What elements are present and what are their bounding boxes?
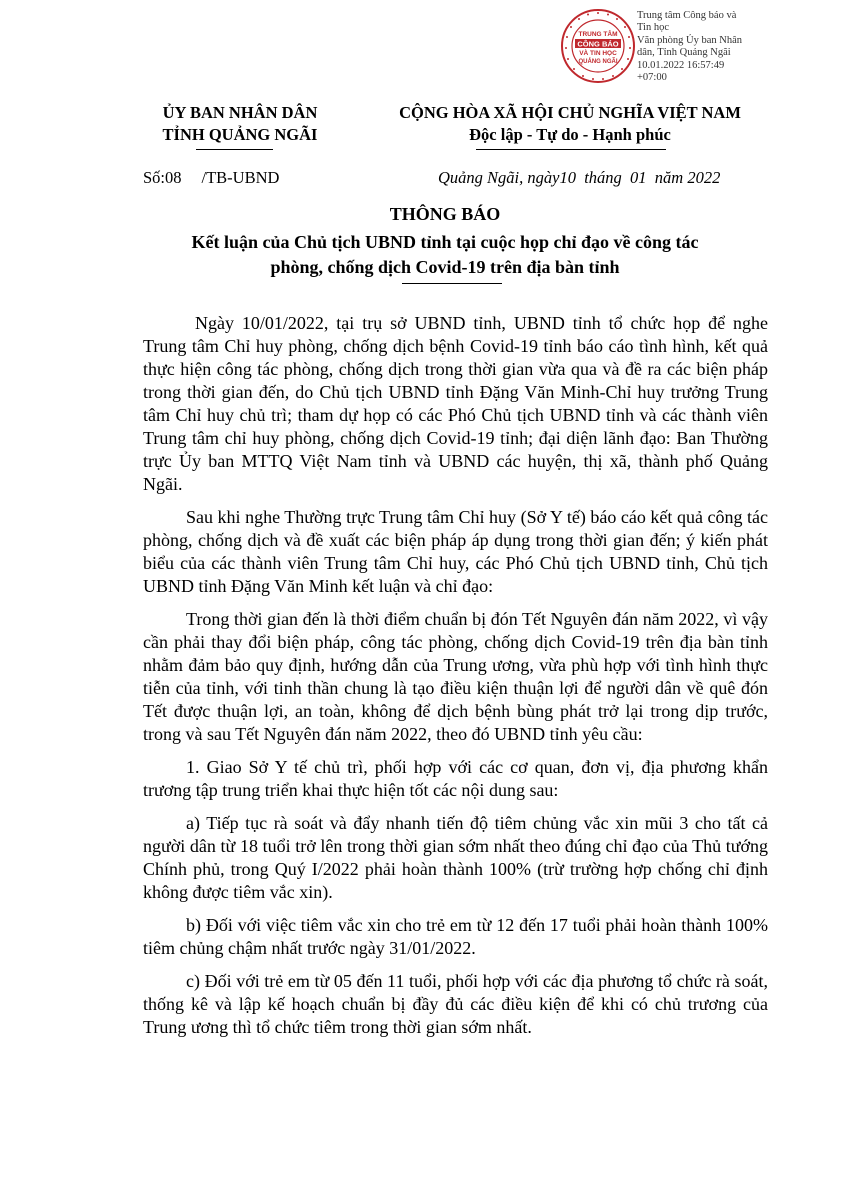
issuing-agency bbox=[135, 102, 345, 146]
body-paragraph: 1. Giao Sở Y tế chủ trì, phối hợp với các cơ quan, đơn vị, địa phương khẩn trương tập trung triển khai thực hiện tốt các nội dung sau: bbox=[143, 757, 768, 800]
document-subtitle bbox=[150, 230, 740, 280]
signature-line: dân, Tỉnh Quảng Ngãi bbox=[637, 47, 731, 59]
national-header bbox=[340, 102, 800, 146]
title-underline bbox=[402, 283, 502, 284]
document-body bbox=[143, 312, 768, 1049]
document-number bbox=[143, 168, 279, 188]
nation-name: CỘNG HÒA XÃ HỘI CHỦ NGHĨA VIỆT NAM bbox=[399, 103, 741, 122]
digital-signature-info bbox=[637, 10, 757, 84]
doc-reference: /TB-UBND bbox=[201, 168, 280, 187]
signature-timestamp: 10.01.2022 16:57:49 bbox=[637, 59, 725, 71]
doc-number: Số:08 bbox=[143, 168, 182, 187]
signature-line: Trung tâm Công báo và bbox=[637, 10, 737, 21]
svg-text:QUẢNG NGÃI: QUẢNG NGÃI bbox=[578, 59, 618, 65]
body-paragraph: Sau khi nghe Thường trực Trung tâm Chỉ huy (Sở Y tế) báo cáo kết quả công tác phòng, chống dịch và đề xuất các biện pháp áp dụng trong thời gian đến; ý kiến phát biểu của các thành viên Trung tâm Chỉ huy, các Phó Chủ tịch UBND tỉnh, Chủ tịch UBND tỉnh Đặng Văn Minh kết luận và chỉ đạo: bbox=[143, 507, 768, 596]
svg-text:CÔNG BÁO: CÔNG BÁO bbox=[577, 39, 619, 49]
body-paragraph: Ngày 10/01/2022, tại trụ sở UBND tỉnh, UBND tỉnh tổ chức họp để nghe Trung tâm Chỉ huy phòng, chống dịch bệnh Covid-19 tỉnh báo cáo tình hình, kết quả thực hiện công tác phòng, chống dịch trong thời gian vừa qua và đề ra các biện pháp trong thời gian đến, do Chủ tịch UBND tỉnh Đặng Văn Minh-Chỉ huy trưởng Trung tâm Chỉ huy chủ trì; tham dự họp có các Phó Chủ tịch UBND tỉnh và các thành viên Trung tâm chỉ huy phòng, chống dịch Covid-19 tỉnh; đại diện lãnh đạo: Ban Thường trực Ủy ban MTTQ Việt Nam tỉnh và UBND các huyện, thị xã, thành phố Quảng Ngãi. bbox=[143, 313, 768, 494]
body-paragraph: c) Đối với trẻ em từ 05 đến 11 tuổi, phối hợp với các địa phương tổ chức rà soát, thống kê và lập kế hoạch chuẩn bị đầy đủ các điều kiện để khi có chủ trương của Trung ương thì tổ chức tiêm trong thời gian sớm nhất. bbox=[143, 971, 768, 1037]
svg-text:TRUNG TÂM: TRUNG TÂM bbox=[578, 31, 618, 38]
agency-name: ỦY BAN NHÂN DÂN bbox=[162, 103, 318, 122]
document-date: Quảng Ngãi, ngày10 tháng 01 năm 2022 bbox=[438, 168, 721, 187]
digital-signature-seal bbox=[560, 8, 636, 84]
body-paragraph: b) Đối với việc tiêm vắc xin cho trẻ em từ 12 đến 17 tuổi phải hoàn thành 100% tiêm chủng chậm nhất trước ngày 31/01/2022. bbox=[143, 915, 768, 958]
agency-underline bbox=[196, 149, 273, 150]
svg-text:VÀ TIN HỌC: VÀ TIN HỌC bbox=[579, 50, 617, 57]
subtitle-line: phòng, chống dịch Covid-19 trên địa bàn tỉnh bbox=[270, 257, 620, 277]
body-paragraph: Trong thời gian đến là thời điểm chuẩn bị đón Tết Nguyên đán năm 2022, vì vậy cần phải thay đổi biện pháp, công tác phòng, chống dịch Covid-19 trên địa bàn tỉnh nhằm đảm bảo quy định, hướng dẫn của Trung ương, vừa phù hợp với tình hình thực tiễn của tỉnh, với tinh thần chung là tạo điều kiện thuận lợi để người dân về quê đón Tết được thuận lợi, an toàn, không để dịch bệnh bùng phát trở lại trong dịp trước, trong và sau Tết Nguyên đán năm 2022, theo đó UBND tỉnh yêu cầu: bbox=[143, 609, 768, 744]
body-paragraph: a) Tiếp tục rà soát và đẩy nhanh tiến độ tiêm chủng vắc xin mũi 3 cho tất cả người dân từ 18 tuổi trở lên trong thời gian sớm nhất theo đúng chỉ đạo của Thủ tướng Chính phủ, trong Quý I/2022 phải hoàn thành 100% (trừ trường hợp chống chỉ định không được tiêm vắc xin). bbox=[143, 813, 768, 902]
agency-province: TỈNH QUẢNG NGÃI bbox=[162, 125, 318, 144]
signature-line: Văn phòng Ủy ban Nhân bbox=[637, 34, 742, 46]
document-title: THÔNG BÁO bbox=[389, 204, 501, 224]
national-motto: Độc lập - Tự do - Hạnh phúc bbox=[469, 125, 671, 144]
signature-timezone: +07:00 bbox=[637, 72, 667, 84]
motto-underline bbox=[476, 149, 666, 150]
subtitle-line: Kết luận của Chủ tịch UBND tỉnh tại cuộc họp chỉ đạo về công tác bbox=[191, 232, 699, 252]
signature-line: Tin học bbox=[637, 22, 669, 34]
